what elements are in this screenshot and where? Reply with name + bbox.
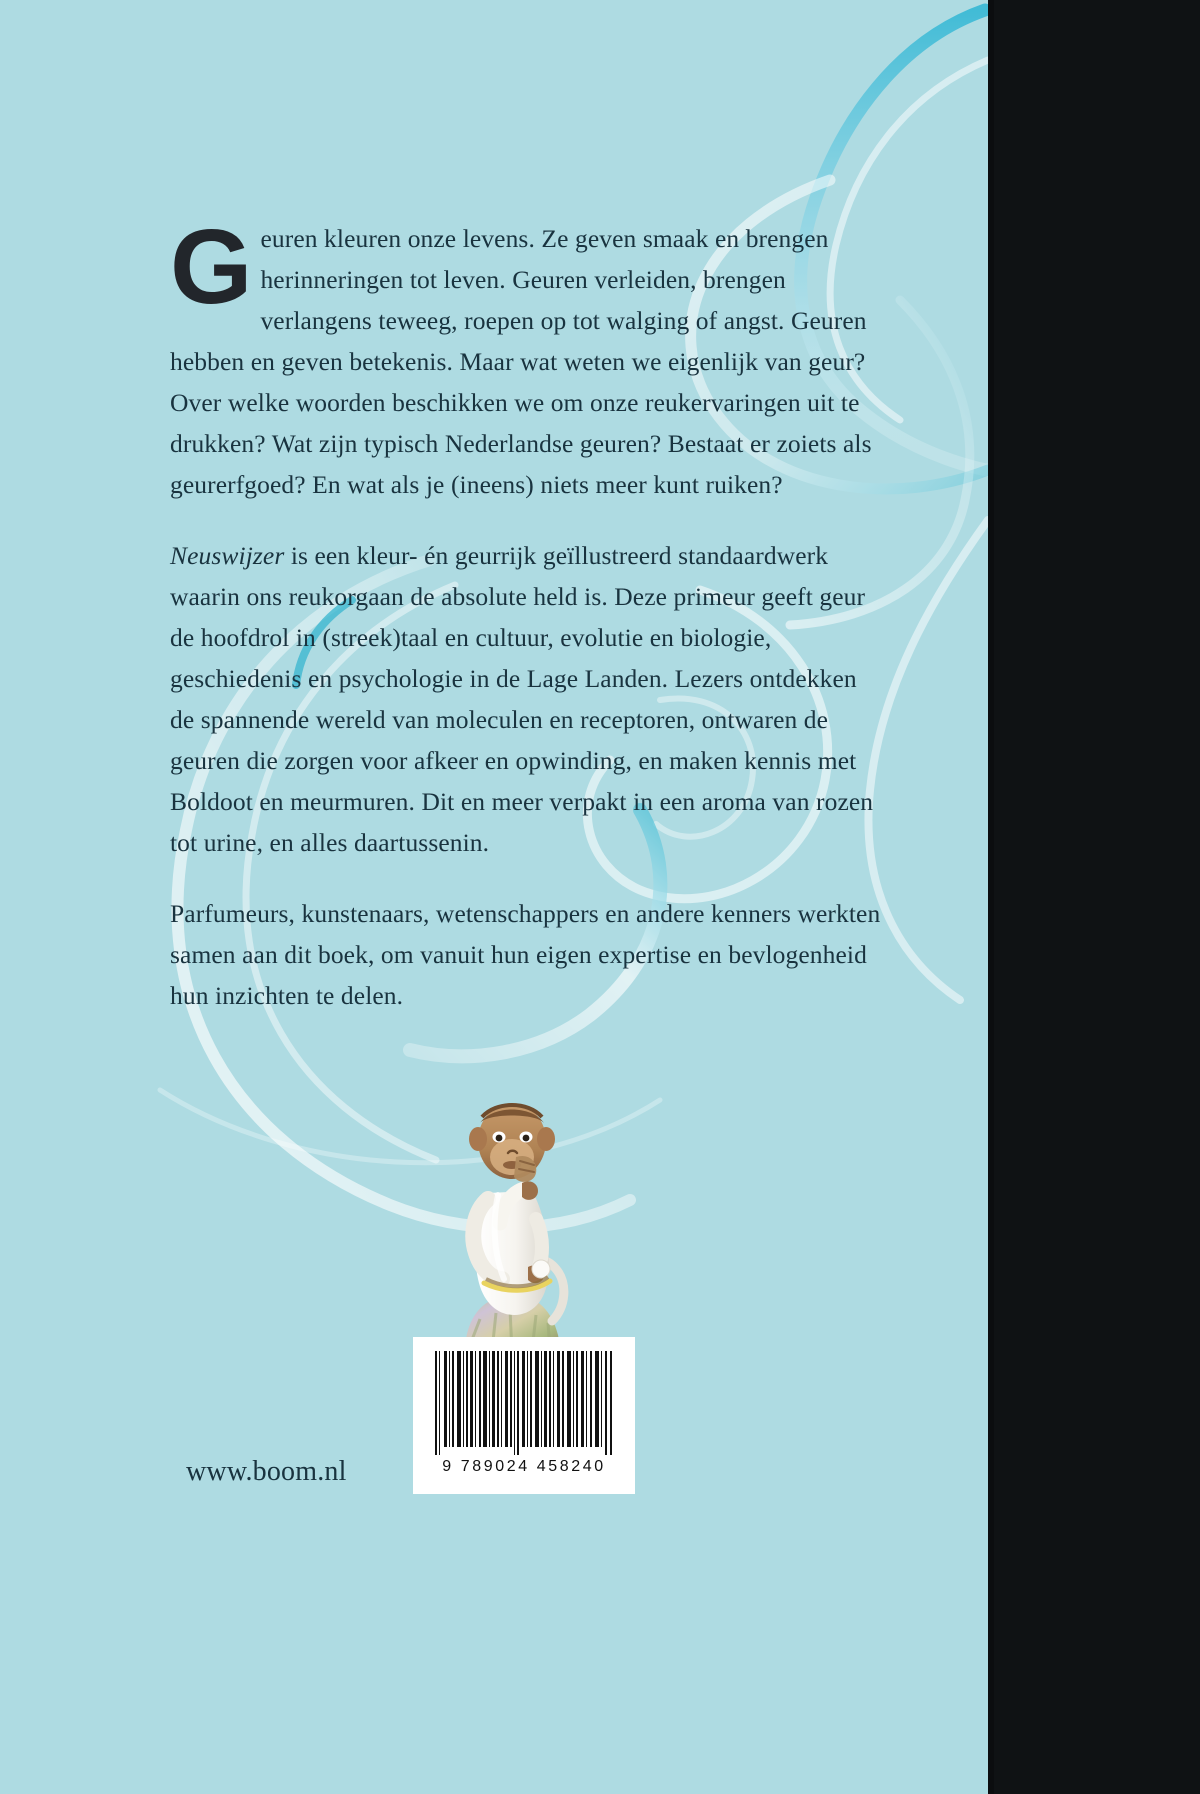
barcode-digits: 9 789024 458240 bbox=[442, 1458, 606, 1475]
drop-cap-letter: G bbox=[170, 208, 251, 326]
barcode bbox=[413, 1337, 635, 1494]
blurb-paragraph-2 bbox=[170, 535, 882, 863]
book-title-italic: Neuswijzer bbox=[170, 541, 285, 570]
book-spine-band bbox=[988, 0, 1200, 1794]
blurb-paragraph-3: Parfumeurs, kunstenaars, wetenschappers en andere kenners werkten samen aan dit boek, om vanuit hun eigen expertise en bevlogenheid hun inzichten te delen. bbox=[170, 899, 881, 1010]
blurb-text-block bbox=[170, 208, 882, 1016]
spine-edge-line bbox=[988, 0, 994, 1794]
publisher-website[interactable]: www.boom.nl bbox=[186, 1456, 347, 1487]
blurb-paragraph-1 bbox=[170, 208, 882, 505]
blurb-paragraph-2-text: is een kleur- én geurrijk geïllustreerd standaardwerk waarin ons reukorgaan de absolute held is. Deze primeur geeft geur de hoofdrol in (streek)taal en cultuur, evolutie en biologie, geschiedenis en psychologie in de Lage Landen. Lezers ontdekken de spannende wereld van moleculen en receptoren, ontwaren de geuren die zorgen voor afkeer en opwinding, en maken kennis met Boldoot en meurmuren. Dit en meer verpakt in een aroma van rozen tot urine, en alles daartussenin. bbox=[170, 541, 874, 857]
barcode-bars bbox=[433, 1351, 615, 1455]
blurb-paragraph-1-text: euren kleuren onze levens. Ze geven smaak en brengen herinneringen tot leven. Geuren verleiden, brengen verlangens teweeg, roepen op tot walging of angst. Geuren hebben en geven betekenis. Maar wat weten we eigenlijk van geur? Over welke woorden beschikken we om onze reukervaringen uit te drukken? Wat zijn typisch Nederlandse geuren? Bestaat er zoiets als geurerfgoed? En wat als je (ineens) niets meer kunt ruiken? bbox=[170, 224, 872, 499]
